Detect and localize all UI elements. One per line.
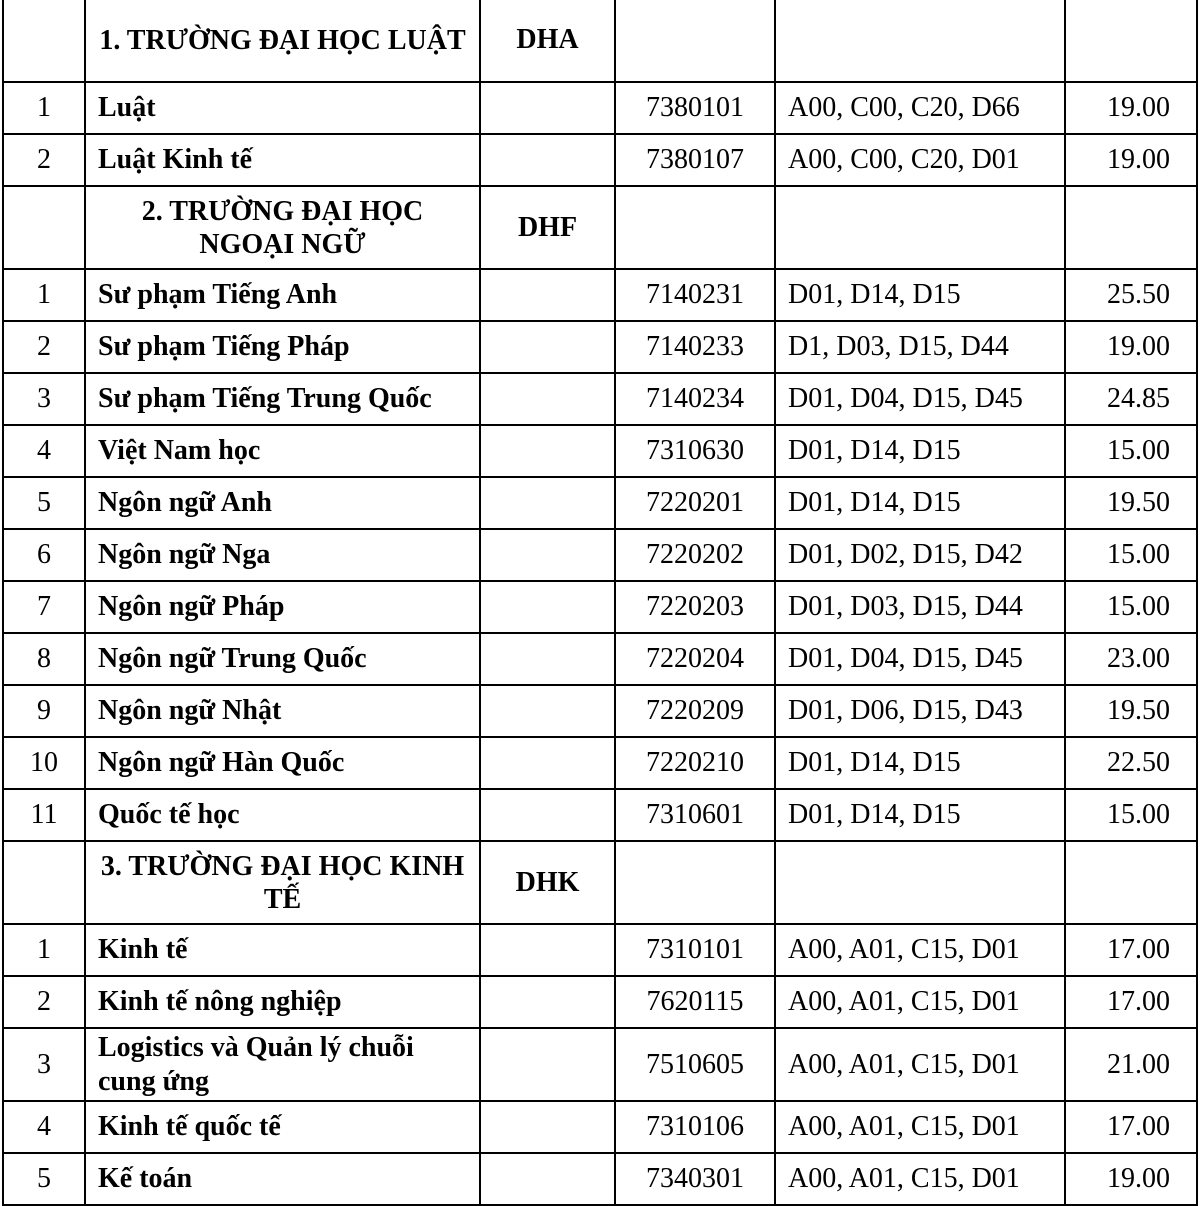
subject-combinations: D01, D06, D15, D43	[775, 685, 1065, 737]
major-code: 7340301	[615, 1153, 775, 1205]
major-code: 7310101	[615, 924, 775, 976]
table-row	[3, 425, 1197, 477]
table-row	[3, 789, 1197, 841]
subject-combinations: A00, C00, C20, D66	[775, 82, 1065, 134]
cutoff-score: 19.50	[1065, 685, 1197, 737]
major-code: 7220202	[615, 529, 775, 581]
major-name: Ngôn ngữ Nga	[85, 529, 480, 581]
row-number: 1	[3, 924, 85, 976]
cutoff-score: 19.00	[1065, 321, 1197, 373]
section-title: 3. TRƯỜNG ĐẠI HỌC KINH TẾ	[85, 841, 480, 924]
major-code: 7620115	[615, 976, 775, 1028]
row-number: 6	[3, 529, 85, 581]
admission-table	[2, 0, 1198, 1206]
subject-combinations: D1, D03, D15, D44	[775, 321, 1065, 373]
cutoff-score: 25.50	[1065, 269, 1197, 321]
section-header-row	[3, 0, 1197, 82]
major-name: Sư phạm Tiếng Anh	[85, 269, 480, 321]
subject-combinations: D01, D14, D15	[775, 789, 1065, 841]
table-row	[3, 373, 1197, 425]
cutoff-score: 22.50	[1065, 737, 1197, 789]
cutoff-score: 17.00	[1065, 1101, 1197, 1153]
major-code: 7380107	[615, 134, 775, 186]
row-number: 5	[3, 477, 85, 529]
table-row	[3, 269, 1197, 321]
row-number: 8	[3, 633, 85, 685]
major-code: 7140233	[615, 321, 775, 373]
major-name: Việt Nam học	[85, 425, 480, 477]
major-code: 7310630	[615, 425, 775, 477]
table-row	[3, 924, 1197, 976]
table-row	[3, 737, 1197, 789]
cutoff-score: 19.50	[1065, 477, 1197, 529]
row-number: 5	[3, 1153, 85, 1205]
row-number: 1	[3, 82, 85, 134]
major-name: Kinh tế nông nghiệp	[85, 976, 480, 1028]
major-code: 7220204	[615, 633, 775, 685]
cutoff-score: 15.00	[1065, 581, 1197, 633]
major-code: 7220209	[615, 685, 775, 737]
major-name: Ngôn ngữ Hàn Quốc	[85, 737, 480, 789]
table-row	[3, 685, 1197, 737]
row-number: 2	[3, 976, 85, 1028]
row-number: 10	[3, 737, 85, 789]
row-number: 11	[3, 789, 85, 841]
major-code: 7220203	[615, 581, 775, 633]
major-name: Ngôn ngữ Trung Quốc	[85, 633, 480, 685]
row-number: 9	[3, 685, 85, 737]
section-stt-cell	[3, 0, 85, 82]
major-name: Ngôn ngữ Pháp	[85, 581, 480, 633]
subject-combinations: D01, D04, D15, D45	[775, 633, 1065, 685]
section-header-row	[3, 186, 1197, 269]
major-code: 7380101	[615, 82, 775, 134]
section-header-row	[3, 841, 1197, 924]
subject-combinations: A00, A01, C15, D01	[775, 1101, 1065, 1153]
table-row	[3, 529, 1197, 581]
major-name: Ngôn ngữ Nhật	[85, 685, 480, 737]
subject-combinations: A00, A01, C15, D01	[775, 1153, 1065, 1205]
subject-combinations: A00, C00, C20, D01	[775, 134, 1065, 186]
cutoff-score: 17.00	[1065, 924, 1197, 976]
major-name: Kế toán	[85, 1153, 480, 1205]
table-row	[3, 1028, 1197, 1101]
cutoff-score: 15.00	[1065, 529, 1197, 581]
table-row	[3, 1101, 1197, 1153]
major-name: Sư phạm Tiếng Pháp	[85, 321, 480, 373]
table-row	[3, 82, 1197, 134]
major-name: Quốc tế học	[85, 789, 480, 841]
table-row	[3, 976, 1197, 1028]
subject-combinations: D01, D04, D15, D45	[775, 373, 1065, 425]
major-code: 7510605	[615, 1028, 775, 1101]
table-row	[3, 633, 1197, 685]
cutoff-score: 21.00	[1065, 1028, 1197, 1101]
subject-combinations: A00, A01, C15, D01	[775, 976, 1065, 1028]
cutoff-score: 15.00	[1065, 789, 1197, 841]
section-title: 2. TRƯỜNG ĐẠI HỌC NGOẠI NGỮ	[85, 186, 480, 269]
subject-combinations: D01, D14, D15	[775, 269, 1065, 321]
major-code: 7140231	[615, 269, 775, 321]
major-name: Kinh tế	[85, 924, 480, 976]
row-number: 7	[3, 581, 85, 633]
row-number: 1	[3, 269, 85, 321]
major-code: 7310601	[615, 789, 775, 841]
subject-combinations: D01, D14, D15	[775, 477, 1065, 529]
major-name: Logistics và Quản lý chuỗi cung ứng	[85, 1028, 480, 1101]
table-row	[3, 134, 1197, 186]
subject-combinations: D01, D03, D15, D44	[775, 581, 1065, 633]
section-title: 1. TRƯỜNG ĐẠI HỌC LUẬT	[85, 0, 480, 82]
major-code: 7220210	[615, 737, 775, 789]
section-stt-cell	[3, 186, 85, 269]
section-stt-cell	[3, 841, 85, 924]
table-row	[3, 581, 1197, 633]
table-row	[3, 321, 1197, 373]
major-name: Luật	[85, 82, 480, 134]
subject-combinations: D01, D14, D15	[775, 425, 1065, 477]
row-number: 3	[3, 1028, 85, 1101]
row-number: 2	[3, 321, 85, 373]
cutoff-score: 19.00	[1065, 82, 1197, 134]
school-code: DHA	[480, 0, 615, 82]
cutoff-score: 24.85	[1065, 373, 1197, 425]
major-name: Kinh tế quốc tế	[85, 1101, 480, 1153]
major-code: 7140234	[615, 373, 775, 425]
subject-combinations: A00, A01, C15, D01	[775, 1028, 1065, 1101]
subject-combinations: A00, A01, C15, D01	[775, 924, 1065, 976]
table-row	[3, 477, 1197, 529]
major-name: Sư phạm Tiếng Trung Quốc	[85, 373, 480, 425]
row-number: 2	[3, 134, 85, 186]
subject-combinations: D01, D14, D15	[775, 737, 1065, 789]
table-row	[3, 1153, 1197, 1205]
cutoff-score: 19.00	[1065, 1153, 1197, 1205]
school-code: DHK	[480, 841, 615, 924]
row-number: 3	[3, 373, 85, 425]
subject-combinations: D01, D02, D15, D42	[775, 529, 1065, 581]
cutoff-score: 17.00	[1065, 976, 1197, 1028]
major-name: Ngôn ngữ Anh	[85, 477, 480, 529]
row-number: 4	[3, 425, 85, 477]
cutoff-score: 19.00	[1065, 134, 1197, 186]
major-code: 7220201	[615, 477, 775, 529]
cutoff-score: 15.00	[1065, 425, 1197, 477]
school-code: DHF	[480, 186, 615, 269]
row-number: 4	[3, 1101, 85, 1153]
cutoff-score: 23.00	[1065, 633, 1197, 685]
major-name: Luật Kinh tế	[85, 134, 480, 186]
major-code: 7310106	[615, 1101, 775, 1153]
